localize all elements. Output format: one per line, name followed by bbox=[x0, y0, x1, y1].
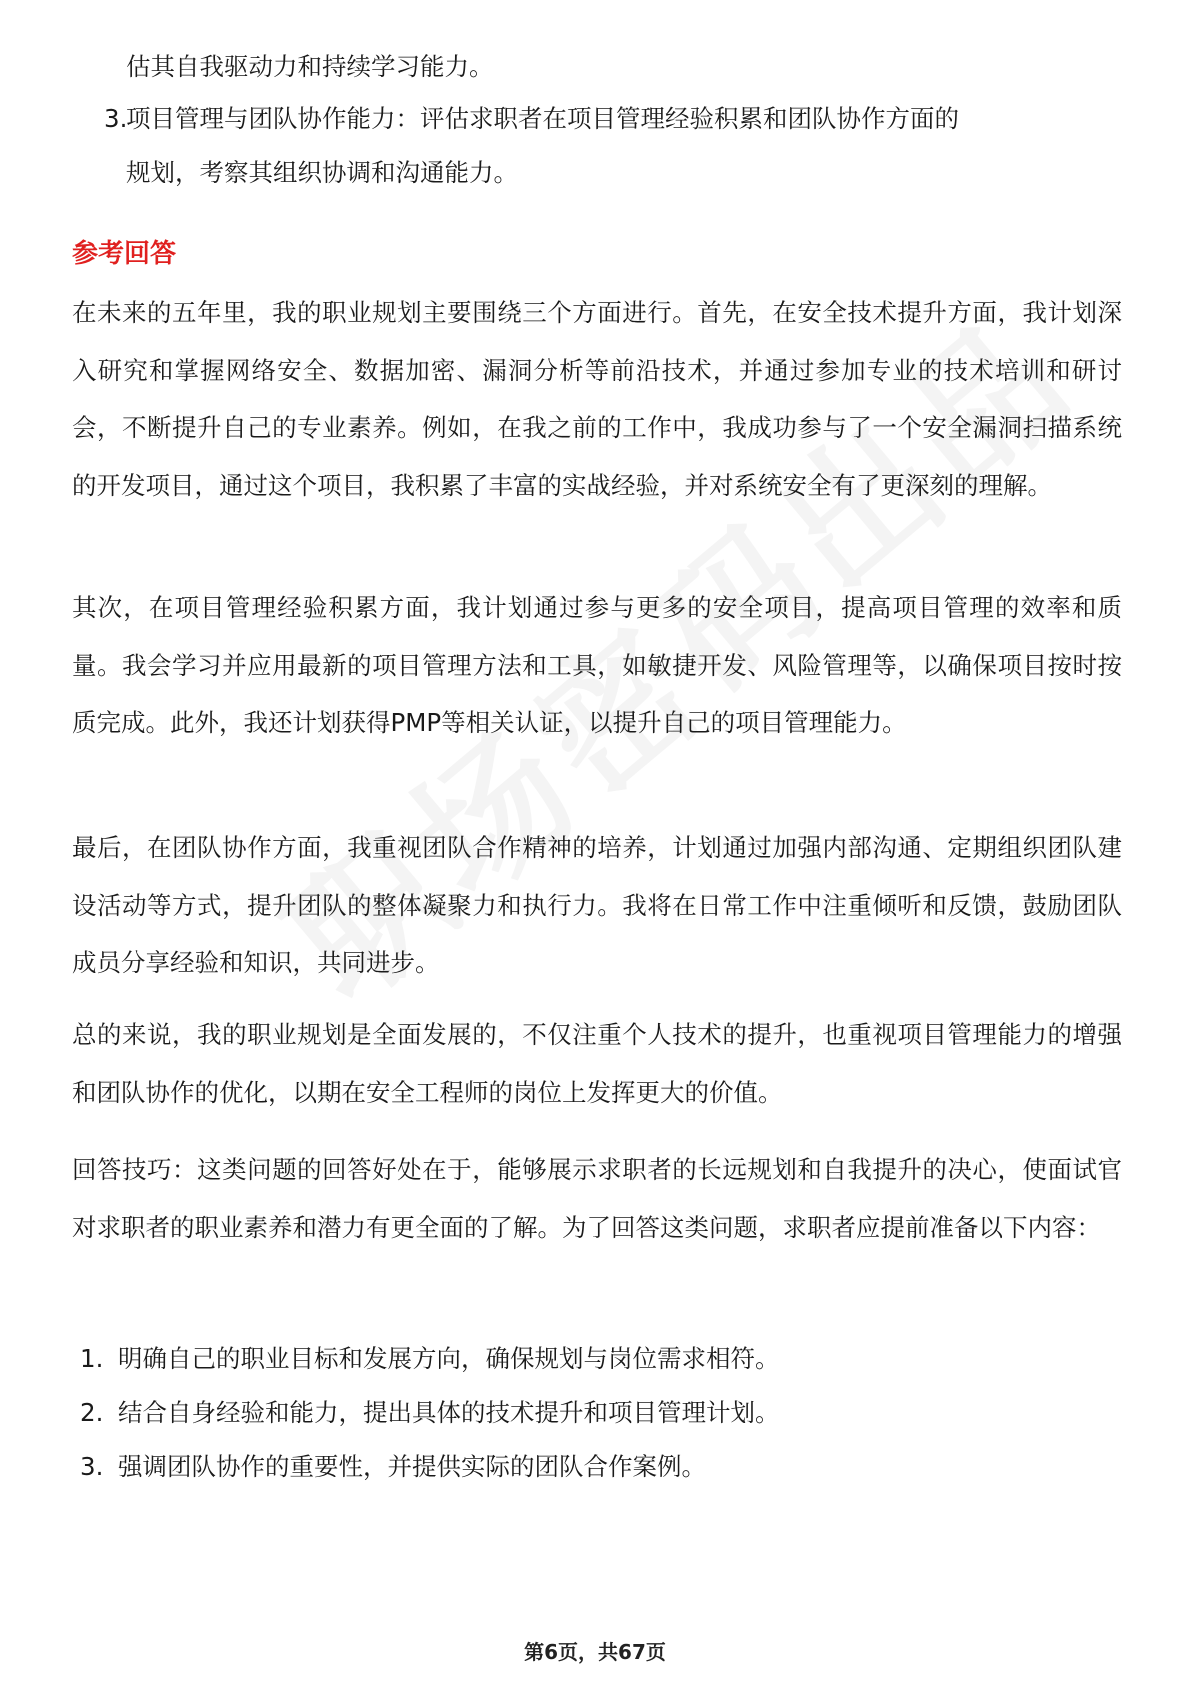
list-item-2-continuation: 估其自我驱动力和持续学习能力。 bbox=[126, 52, 494, 81]
paragraph-1: 在未来的五年里，我的职业规划主要围绕三个方面进行。首先，在安全技术提升方面，我计划深入研究和掌握网络安全、数据加密、漏洞分析等前沿技术，并通过参加专业的技术培训和研讨会，不断提升自己的专业素养。例如，在我之前的工作中，我成功参与了一个安全漏洞扫描系统的开发项目，通过这个项目，我积累了丰富的实战经验，并对系统安全有了更深刻的理解。 bbox=[72, 298, 1122, 500]
list-number: 3. bbox=[104, 104, 128, 133]
paragraph-3: 最后，在团队协作方面，我重视团队合作精神的培养，计划通过加强内部沟通、定期组织团队建设活动等方式，提升团队的整体凝聚力和执行力。我将在日常工作中注重倾听和反馈，鼓励团队成员分享经验和知识，共同进步。 bbox=[72, 833, 1122, 978]
paragraph-2: 其次，在项目管理经验积累方面，我计划通过参与更多的安全项目，提高项目管理的效率和质量。我会学习并应用最新的项目管理方法和工具，如敏捷开发、风险管理等，以确保项目按时按质完成。此外，我还计划获得PMP等相关认证，以提升自己的项目管理能力。 bbox=[72, 593, 1122, 738]
paragraph-4: 总的来说，我的职业规划是全面发展的，不仅注重个人技术的提升，也重视项目管理能力的增强和团队协作的优化，以期在安全工程师的岗位上发挥更大的价值。 bbox=[72, 1020, 1122, 1107]
list-number: 1. bbox=[80, 1344, 104, 1373]
list-item-text: 结合自身经验和能力，提出具体的技术提升和项目管理计划。 bbox=[118, 1398, 780, 1427]
list-item-3-continuation: 规划，考察其组织协调和沟通能力。 bbox=[126, 158, 518, 187]
page-number-footer: 第6页，共67页 bbox=[524, 1640, 666, 1664]
list-number: 3. bbox=[80, 1452, 104, 1481]
list-number: 2. bbox=[80, 1398, 104, 1427]
section-heading: 参考回答 bbox=[72, 239, 177, 269]
list-item-text: 强调团队协作的重要性，并提供实际的团队合作案例。 bbox=[118, 1452, 706, 1481]
paragraph-5-tips: 回答技巧：这类问题的回答好处在于，能够展示求职者的长远规划和自我提升的决心，使面试官对求职者的职业素养和潜力有更全面的了解。为了回答这类问题，求职者应提前准备以下内容： bbox=[72, 1155, 1122, 1242]
list-item-text: 明确自己的职业目标和发展方向，确保规划与岗位需求相符。 bbox=[118, 1344, 780, 1373]
list-item-text: 项目管理与团队协作能力：评估求职者在项目管理经验积累和团队协作方面的 bbox=[126, 104, 959, 133]
